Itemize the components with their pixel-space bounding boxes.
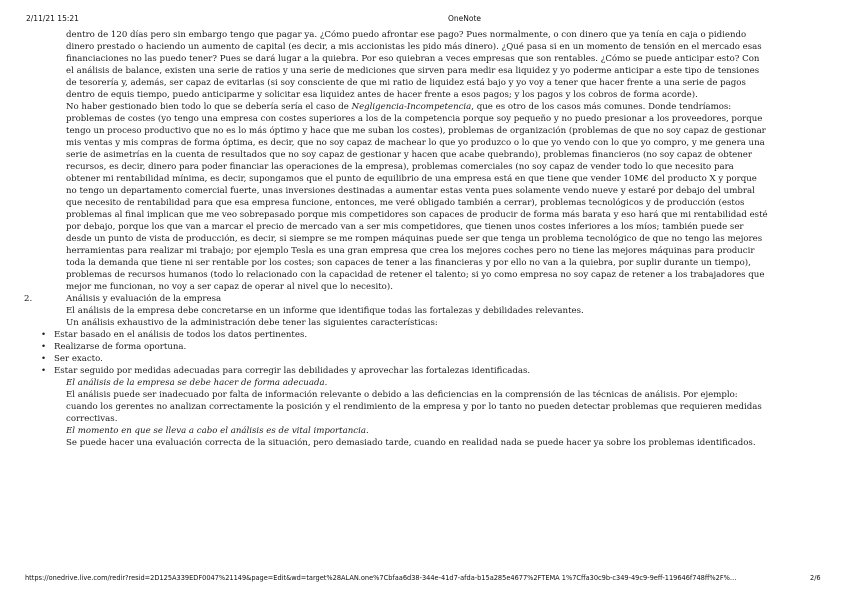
italic-note-text: El análisis de la empresa se debe hacer de forma adecuada. xyxy=(66,378,328,388)
bullet-icon: • xyxy=(41,366,47,376)
list-item-text: Ser exacto. xyxy=(54,354,103,364)
list-item xyxy=(41,365,768,377)
note-content xyxy=(24,29,768,449)
print-app-title: OneNote xyxy=(448,14,482,23)
list-item-text: Realizarse de forma oportuna. xyxy=(54,342,187,352)
list-item xyxy=(41,341,768,353)
list-item-text: Estar seguido por medidas adecuadas para corregir las debilidades y aprovechar las fortalezas identificadas. xyxy=(54,366,531,376)
list-item-text: Estar basado en el análisis de todos los datos pertinentes. xyxy=(54,330,308,340)
paragraph-negligence-body: , que es otro de los casos más comunes. Donde tendríamos: problemas de costes (yo tengo una empresa con costes superiores a los de la competencia porque soy pequeño y no puedo presionar a los proveedores, porque tengo un proceso productivo que no es lo más óptimo y hace que me suban los costes), problemas de organización (problemas de que no soy capaz de gestionar mis ventas y mis compras de forma óptima, es decir, que no soy capaz de machear lo que yo produzco o lo que yo vendo con lo que yo compro, y me genera una serie de asimetrías en la cuenta de resultados que no soy capaz de gestionar y hacen que acabe quebrando), problemas financieros (no soy capaz de obtener recursos, es decir, dinero para poder financiar las operaciones de la empresa), problemas comerciales (no soy capaz de vender todo lo que necesito para obtener mi rentabilidad mínima, es decir, supongamos que el punto de equilibrio de una empresa está en que tiene que vender 10M€ del producto X y porque no tengo un departamento comercial fuerte, unas inversiones destinadas a aumentar estas venta pues solamente vendo nueve y estaré por debajo del umbral que necesito de rentabilidad para que esa empresa funcione, entonces, me veré obligado también a cerrar), problemas tecnológicos y de producción (estos problemas al final implican que me veo sobrepasado porque mis competidores son capaces de producir de forma más barata y eso hará que mi rentabilidad esté por debajo, porque los que van a marcar el precio de mercado van a ser mis competidores, que tienen unos costes inferiores a los míos; también puede ser desde un punto de vista de producción, es decir, si siempre se me rompen máquinas puede ser que tenga un problema tecnológico de que no tengo las mejores herramientas para realizar mi trabajo; por ejemplo Tesla es una gran empresa que crea los mejores coches pero no tiene las mejores máquinas para producir toda la demanda que tiene ni ser rentable por los costes; son capaces de tener a las financieras y por ello no van a la quiebra, por suplir durante un tiempo), problemas de recursos humanos (todo lo relacionado con la capacidad de retener el talento; si yo como empresa no soy capaz de retener a los trabajadores que mejor me funcionan, no voy a ser capaz de operar al nivel que lo necesito). xyxy=(66,102,768,292)
negligence-term: Negligencia-Incompetencia xyxy=(351,102,472,112)
print-datetime: 2/11/21 15:21 xyxy=(26,14,79,23)
italic-note-text: El momento en que se lleva a cabo el análisis es de vital importancia. xyxy=(66,426,369,436)
italic-note-adequate xyxy=(66,377,768,389)
list-item xyxy=(41,329,768,341)
paragraph-report: El análisis de la empresa debe concretarse en un informe que identifique todas las fortalezas y debilidades relevantes. xyxy=(66,306,584,316)
paragraph-liquidity: dentro de 120 días pero sin embargo tengo que pagar ya. ¿Cómo puedo afrontar ese pago? Pues normalmente, o con dinero que ya tenía en caja o pidiendo dinero prestado o haciendo un aumento de capital (es decir, a mis accionistas les pido más dinero). ¿Qué pasa si en un momento de tensión en el mercado esas financiaciones no las puedo tener? Pues se dará lugar a la quiebra. Por eso quiebran a veces empresas que son rentables. ¿Cómo se puede anticipar esto? Con el análisis de balance, existen una serie de ratios y una serie de mediciones que sirven para medir esa liquidez y yo poderme anticipar a este tipo de tensiones de tesorería y, además, ser capaz de evitarlas (si soy consciente de que mi ratio de liquidez está bajo y yo voy a tener que hacer frente a una serie de pagos dentro de equis tiempo, puedo anticiparme y solicitar esa liquidez antes de hacer frente a esos pagos; y los pagos y los cobros de forma acorde). xyxy=(66,30,762,100)
page-number: 2/6 xyxy=(810,574,821,582)
section-heading xyxy=(24,293,768,305)
paragraph-too-late: Se puede hacer una evaluación correcta de la situación, pero demasiado tarde, cuando en realidad nada se puede hacer ya sobre los problemas identificados. xyxy=(66,438,756,448)
bullet-icon: • xyxy=(41,354,47,364)
paragraph-characteristics: Un análisis exhaustivo de la administración debe tener las siguientes características: xyxy=(66,318,438,328)
list-item xyxy=(41,353,768,365)
bullet-icon: • xyxy=(41,342,47,352)
paragraph-inadequate: El análisis puede ser inadecuado por falta de información relevante o debido a las deficiencias en la comprensión de las técnicas de análisis. Por ejemplo: cuando los gerentes no analizan correctamente la posición y el rendimiento de la empresa y por lo tanto no pueden detectar problemas que requieren medidas correctivas. xyxy=(66,390,762,424)
characteristics-list xyxy=(41,329,768,377)
paragraph-negligence xyxy=(66,101,768,293)
section-title: Análisis y evaluación de la empresa xyxy=(66,294,222,304)
print-url: https://onedrive.live.com/redir?resid=2D125A339EDF0047%21149&page=Edit&wd=target%28ALAN.one%7Cbfaa6d38-344e-41d7-afda-b15a285e4677%2FTEMA 1%7Cffa30c9b-c349-49c9-9eff-119646f748ff%2F%… xyxy=(25,574,737,582)
bullet-icon: • xyxy=(41,330,47,340)
section-number: 2. xyxy=(24,294,33,304)
paragraph-negligence-intro: No haber gestionado bien todo lo que se debería sería el caso de xyxy=(66,102,352,112)
italic-note-timing xyxy=(66,425,768,437)
